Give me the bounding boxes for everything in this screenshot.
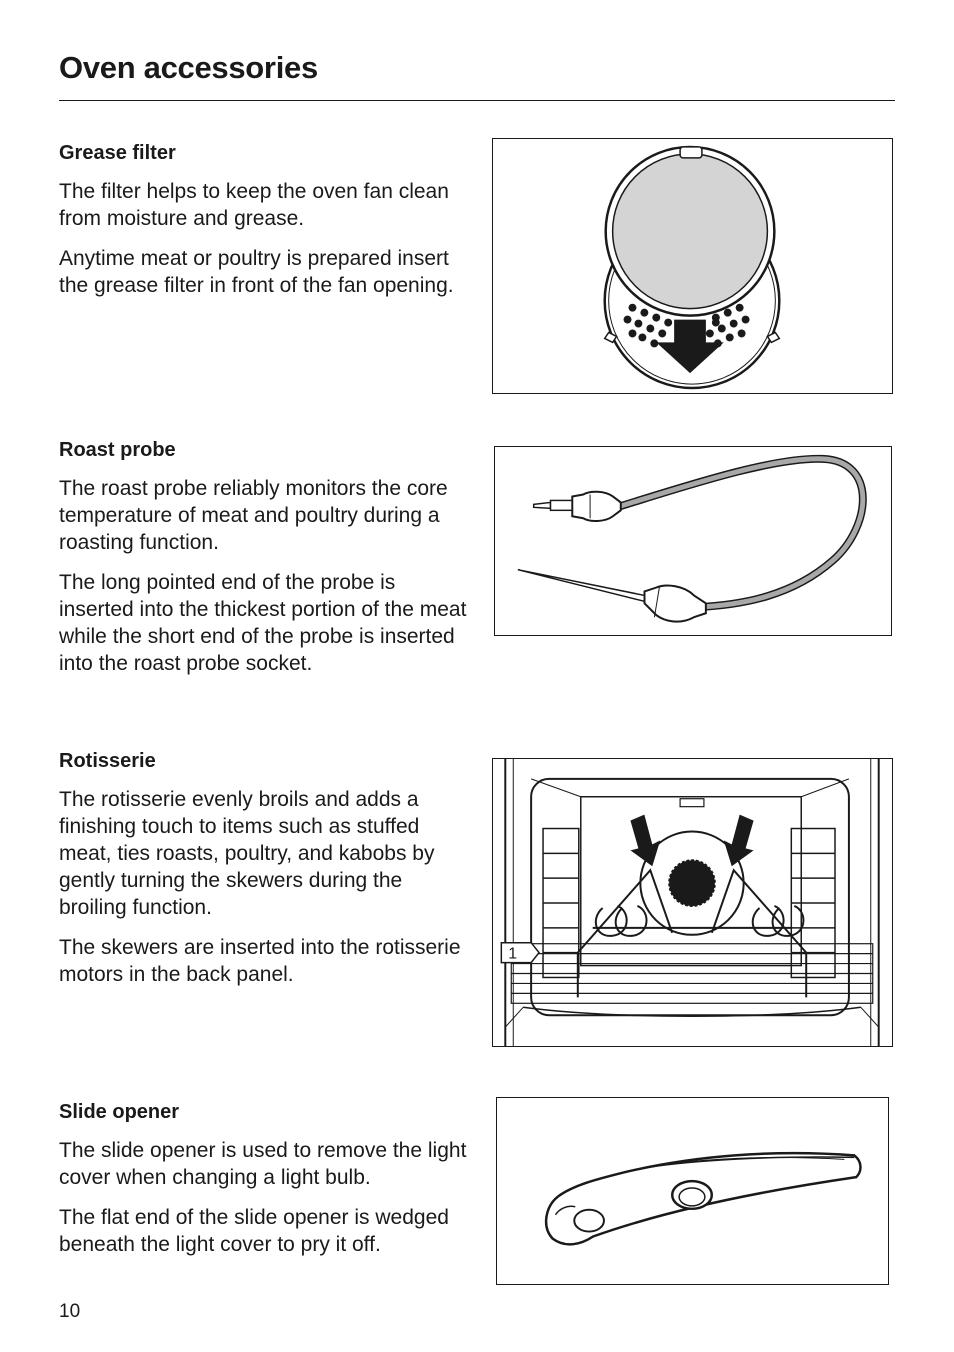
section-paragraph: The slide opener is used to remove the light cover when changing a light bulb. — [59, 1139, 467, 1189]
section-paragraph: The flat end of the slide opener is wedged beneath the light cover to pry it off. — [59, 1206, 449, 1256]
section-grease-filter — [59, 140, 469, 312]
section-paragraph: Anytime meat or poultry is prepared insert the grease filter in front of the fan opening. — [59, 247, 454, 297]
section-slide-opener — [59, 1099, 469, 1271]
grease-filter-drawing — [493, 139, 892, 393]
section-paragraph: The long pointed end of the probe is inserted into the thickest portion of the meat while the short end of the probe is inserted into the roast probe socket. — [59, 571, 467, 675]
section-rotisserie — [59, 748, 469, 1001]
section-roast-probe — [59, 437, 469, 690]
section-heading: Grease filter — [59, 142, 176, 164]
section-paragraph: The rotisserie evenly broils and adds a finishing touch to items such as stuffed meat, ties roasts, poultry, and kabobs by gently turning the skewers during the broiling function. — [59, 788, 435, 919]
section-paragraph: The filter helps to keep the oven fan clean from moisture and grease. — [59, 180, 449, 230]
roast-probe-illustration — [494, 446, 892, 636]
section-heading: Roast probe — [59, 439, 176, 461]
section-heading: Rotisserie — [59, 750, 156, 772]
section-paragraph: The roast probe reliably monitors the core temperature of meat and poultry during a roasting function. — [59, 477, 448, 554]
slide-opener-drawing — [497, 1098, 888, 1284]
title-divider — [59, 100, 895, 101]
rotisserie-illustration — [492, 758, 893, 1047]
page-title: Oven accessories — [59, 50, 318, 85]
roast-probe-drawing — [495, 447, 891, 635]
grease-filter-illustration — [492, 138, 893, 394]
slide-opener-illustration — [496, 1097, 889, 1285]
section-heading: Slide opener — [59, 1101, 180, 1123]
section-paragraph: The skewers are inserted into the rotisserie motors in the back panel. — [59, 936, 461, 986]
rotisserie-drawing — [493, 759, 892, 1046]
shelf-level-label: 1 — [508, 945, 518, 963]
page-number: 10 — [59, 1301, 81, 1322]
